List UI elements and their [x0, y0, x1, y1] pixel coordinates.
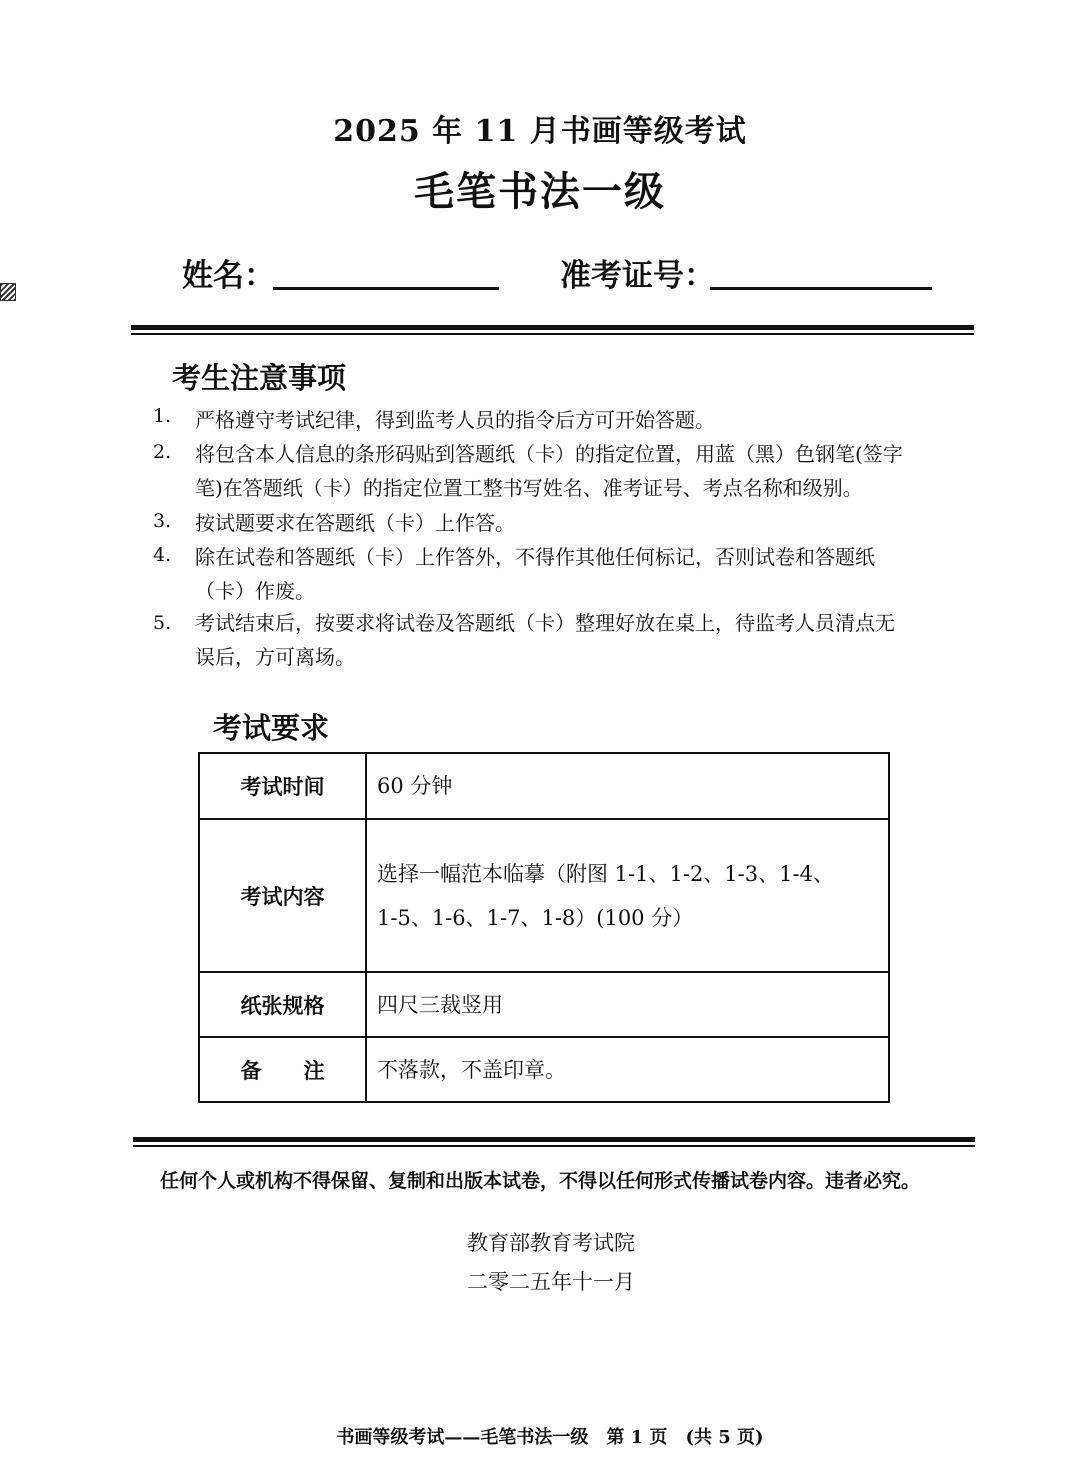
row-value-line: 不落款，不盖印章。: [377, 1057, 566, 1082]
notice-item: [195, 403, 715, 437]
notice-number: 5.: [153, 612, 172, 634]
name-blank-line: [273, 287, 499, 290]
scan-artifact-icon: [0, 283, 16, 301]
notice-line: 误后，方可离场。: [195, 645, 355, 669]
notice-number: 4.: [153, 544, 172, 566]
notice-number: 2.: [153, 441, 172, 463]
page-footer: 书画等级考试——毛笔书法一级 第 1 页 (共 5 页): [336, 1427, 764, 1448]
table-row: [199, 753, 889, 819]
row-value: [366, 753, 889, 819]
notices-heading: 考生注意事项: [172, 361, 347, 395]
table-row: [199, 1037, 889, 1102]
notice-line: 按试题要求在答题纸（卡）上作答。: [195, 511, 515, 535]
notice-number: 1.: [153, 405, 172, 427]
notice-line: （卡）作废。: [195, 579, 315, 603]
row-label: 考试内容: [199, 819, 366, 972]
row-value-line: 1-5、1-6、1-7、1-8）(100 分）: [377, 905, 694, 930]
row-label: 考试时间: [199, 753, 366, 819]
row-value: [366, 1037, 889, 1102]
notice-item: [195, 437, 903, 505]
divider-top-thin: [131, 333, 974, 335]
row-value-line: 选择一幅范本临摹（附图 1-1、1-2、1-3、1-4、: [377, 861, 834, 886]
exam-subject: 毛笔书法一级: [414, 168, 666, 215]
requirements-heading: 考试要求: [213, 711, 330, 745]
requirements-table: [198, 752, 890, 1103]
row-value: [366, 972, 889, 1037]
notice-item: [195, 606, 895, 674]
divider-bottom-thin: [133, 1145, 975, 1147]
divider-bottom-thick: [133, 1137, 975, 1142]
issuer: 教育部教育考试院: [467, 1231, 635, 1255]
exam-title: 2025 年 11 月书画等级考试: [333, 114, 747, 149]
notice-line: 除在试卷和答题纸（卡）上作答外，不得作其他任何标记，否则试卷和答题纸: [195, 545, 875, 569]
table-row: [199, 972, 889, 1037]
row-value-line: 四尺三裁竖用: [377, 992, 503, 1017]
copyright-notice: 任何个人或机构不得保留、复制和出版本试卷，不得以任何形式传播试卷内容。违者必究。: [159, 1170, 920, 1192]
notice-line: 将包含本人信息的条形码贴到答题纸（卡）的指定位置，用蓝（黑）色钢笔(签字: [195, 442, 903, 466]
notice-item: [195, 540, 875, 608]
notice-item: [195, 506, 515, 540]
row-value: [366, 819, 889, 972]
notice-line: 严格遵守考试纪律，得到监考人员的指令后方可开始答题。: [195, 408, 715, 432]
issue-date: 二零二五年十一月: [467, 1270, 635, 1294]
name-label: 姓名：: [182, 258, 275, 294]
notice-line: 笔)在答题纸（卡）的指定位置工整书写姓名、准考证号、考点名称和级别。: [195, 476, 863, 500]
row-value-line: 60 分钟: [377, 774, 453, 798]
notice-number: 3.: [153, 510, 172, 532]
notice-line: 考试结束后，按要求将试卷及答题纸（卡）整理好放在桌上，待监考人员清点无: [195, 611, 895, 635]
divider-top-thick: [131, 325, 974, 330]
exam-id-blank-line: [710, 287, 932, 290]
row-label: 纸张规格: [199, 972, 366, 1037]
exam-id-label: 准考证号：: [560, 258, 715, 294]
row-label: 备 注: [199, 1037, 366, 1102]
table-row: [199, 819, 889, 972]
